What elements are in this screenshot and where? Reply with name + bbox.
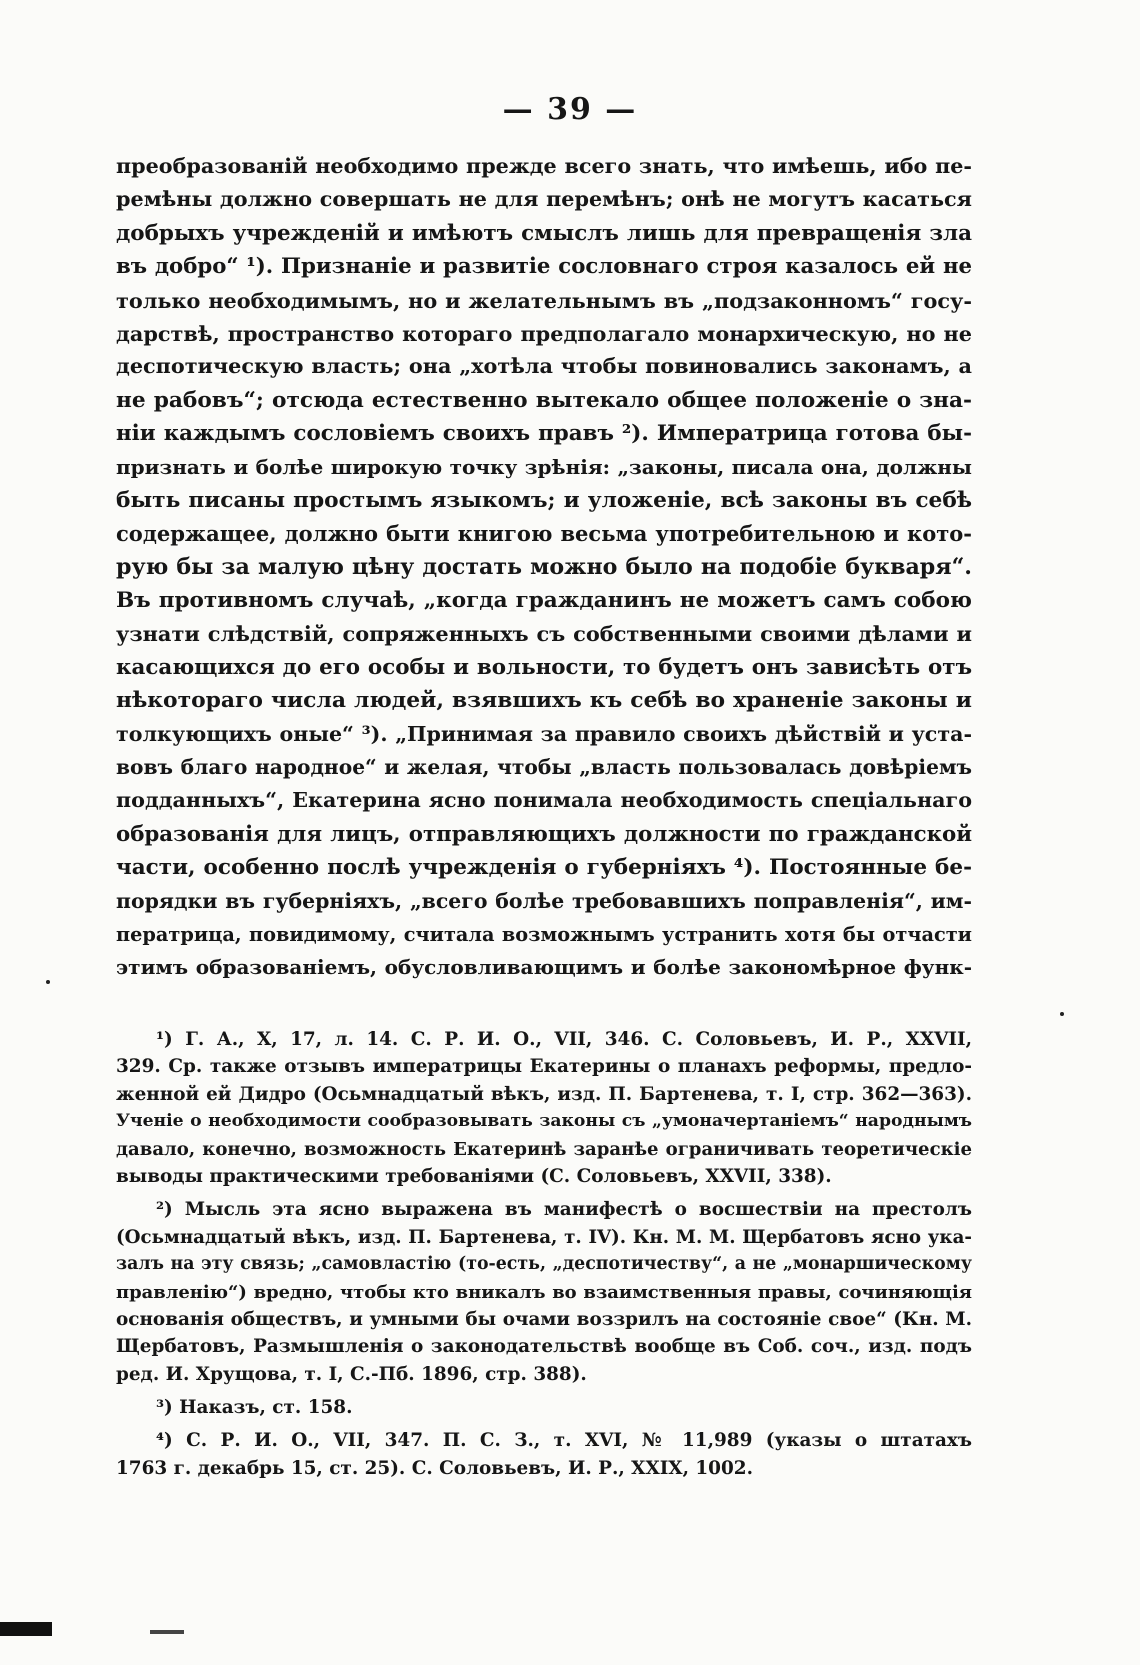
text-line: вовъ благо народное“ и желая, чтобы „власть пользовалась довѣріемъ bbox=[116, 755, 972, 780]
footnote bbox=[116, 1394, 972, 1421]
footnote-line: ³) Наказъ, ст. 158. bbox=[156, 1397, 353, 1419]
footnote bbox=[116, 1196, 972, 1388]
text-line: быть писаны простымъ языкомъ; и уложеніе, всѣ законы въ себѣ bbox=[116, 487, 972, 513]
footnote-line: давало, конечно, возможность Екатеринѣ заранѣе ограничивать теоретическіе bbox=[116, 1138, 972, 1160]
scan-dot bbox=[1060, 1012, 1064, 1016]
footnote-line: Ученіе о необходимости сообразовывать законы съ „умоначертаніемъ“ народнымъ bbox=[116, 1111, 972, 1132]
footnote-line: (Осьмнадцатый вѣкъ, изд. П. Бартенева, т. IV). Кн. М. М. Щербатовъ ясно ука- bbox=[116, 1226, 972, 1248]
text-line: содержащее, должно быти книгою весьма употребительною и кото- bbox=[116, 521, 972, 547]
footnote-line: ред. И. Хрущова, т. I, С.-Пб. 1896, стр. 388). bbox=[116, 1363, 587, 1385]
text-line: нѣкотораго числа людей, взявшихъ къ себѣ во храненіе законы и bbox=[116, 688, 972, 714]
text-line: преобразованій необходимо прежде всего знать, что имѣешь, ибо пе- bbox=[116, 154, 972, 178]
text-line: этимъ образованіемъ, обусловливающимъ и болѣе закономѣрное функ- bbox=[116, 955, 972, 980]
footnote-line: ¹) Г. А., X, 17, л. 14. С. Р. И. О., VII, 346. С. Соловьевъ, И. Р., XXVII, bbox=[156, 1029, 972, 1050]
footnote-line: женной ей Дидро (Осьмнадцатый вѣкъ, изд. П. Бартенева, т. I, стр. 362—363). bbox=[116, 1083, 972, 1105]
footnote-line: залъ на эту связь; „самовластію (то-есть, „деспотичеству“, а не „монаршическому bbox=[116, 1254, 972, 1275]
text-line: части, особенно послѣ учрежденія о губерніяхъ ⁴). Постоянные бе- bbox=[116, 855, 972, 881]
footnote-line: выводы практическими требованіями (С. Соловьевъ, XXVII, 338). bbox=[116, 1165, 832, 1187]
scan-artifact bbox=[0, 1622, 52, 1636]
footnote-line: ²) Мысль эта ясно выражена въ манифестѣ о восшествіи на престолъ bbox=[156, 1199, 972, 1221]
text-line: Въ противномъ случаѣ, „когда гражданинъ не можетъ самъ собою bbox=[116, 588, 972, 614]
body-text bbox=[116, 150, 972, 985]
text-line: не рабовъ“; отсюда естественно вытекало общее положеніе о зна- bbox=[116, 387, 972, 413]
text-line: ніи каждымъ сословіемъ своихъ правъ ²). Императрица готова бы- bbox=[116, 421, 972, 447]
text-line: дарствѣ, пространство котораго предполагало монархическую, но не bbox=[116, 320, 972, 346]
text-line: признать и болѣе широкую точку зрѣнія: „законы, писала она, должны bbox=[116, 454, 972, 479]
footnote bbox=[116, 1427, 972, 1482]
text-line: только необходимымъ, но и желательнымъ въ „подзаконномъ“ госу- bbox=[116, 287, 972, 313]
scan-artifact bbox=[150, 1630, 184, 1634]
footnote-line: ⁴) С. Р. И. О., VII, 347. П. С. З., т. XVI, № 11,989 (указы о штатахъ bbox=[156, 1430, 972, 1452]
text-line: рую бы за малую цѣну достать можно было на подобіе букваря“. bbox=[116, 553, 972, 580]
text-line: въ добро“ ¹). Признаніе и развитіе сословнаго строя казалось ей не bbox=[116, 254, 972, 280]
text-line: образованія для лицъ, отправляющихъ должности по гражданской bbox=[116, 821, 972, 847]
footnote-line: правленію“) вредно, чтобы кто вникалъ во взаимственныя правы, сочиняющія bbox=[116, 1281, 972, 1303]
text-line: добрыхъ учрежденій и имѣютъ смыслъ лишь для превращенія зла bbox=[116, 220, 972, 246]
footnote-line: основанія обществъ, и умными бы очами воззрилъ на состояніе свое“ (Кн. М. bbox=[116, 1308, 972, 1330]
text-line: касающихся до его особы и вольности, то будетъ онъ зависѣть отъ bbox=[116, 654, 972, 680]
footnotes bbox=[116, 1026, 972, 1482]
text-line: толкующихъ оные“ ³). „Принимая за правило своихъ дѣйствій и уста- bbox=[116, 721, 972, 746]
footnote-line: 1763 г. декабрь 15, ст. 25). С. Соловьевъ, И. Р., XXIX, 1002. bbox=[116, 1457, 753, 1479]
footnote-line: 329. Ср. также отзывъ императрицы Екатерины о планахъ реформы, предло- bbox=[116, 1056, 972, 1078]
text-line: деспотическую власть; она „хотѣла чтобы повиновались законамъ, а bbox=[116, 354, 972, 379]
footnote-line: Щербатовъ, Размышленія о законодательствѣ вообще въ Соб. соч., изд. подъ bbox=[116, 1336, 972, 1358]
text-line: порядки въ губерніяхъ, „всего болѣе требовавшихъ поправленія“, им- bbox=[116, 888, 972, 913]
page-number: — 39 — bbox=[502, 92, 638, 127]
text-line: ператрица, повидимому, считала возможнымъ устранить хотя бы отчасти bbox=[116, 922, 972, 946]
text-line: подданныхъ“, Екатерина ясно понимала необходимость спеціальнаго bbox=[116, 788, 972, 813]
scan-dot bbox=[46, 980, 50, 984]
text-line: узнати слѣдствій, сопряженныхъ съ собственными своими дѣлами и bbox=[116, 621, 972, 647]
footnote bbox=[116, 1026, 972, 1190]
text-line: ремѣны должно совершать не для перемѣнъ; онѣ не могутъ касаться bbox=[116, 187, 972, 212]
